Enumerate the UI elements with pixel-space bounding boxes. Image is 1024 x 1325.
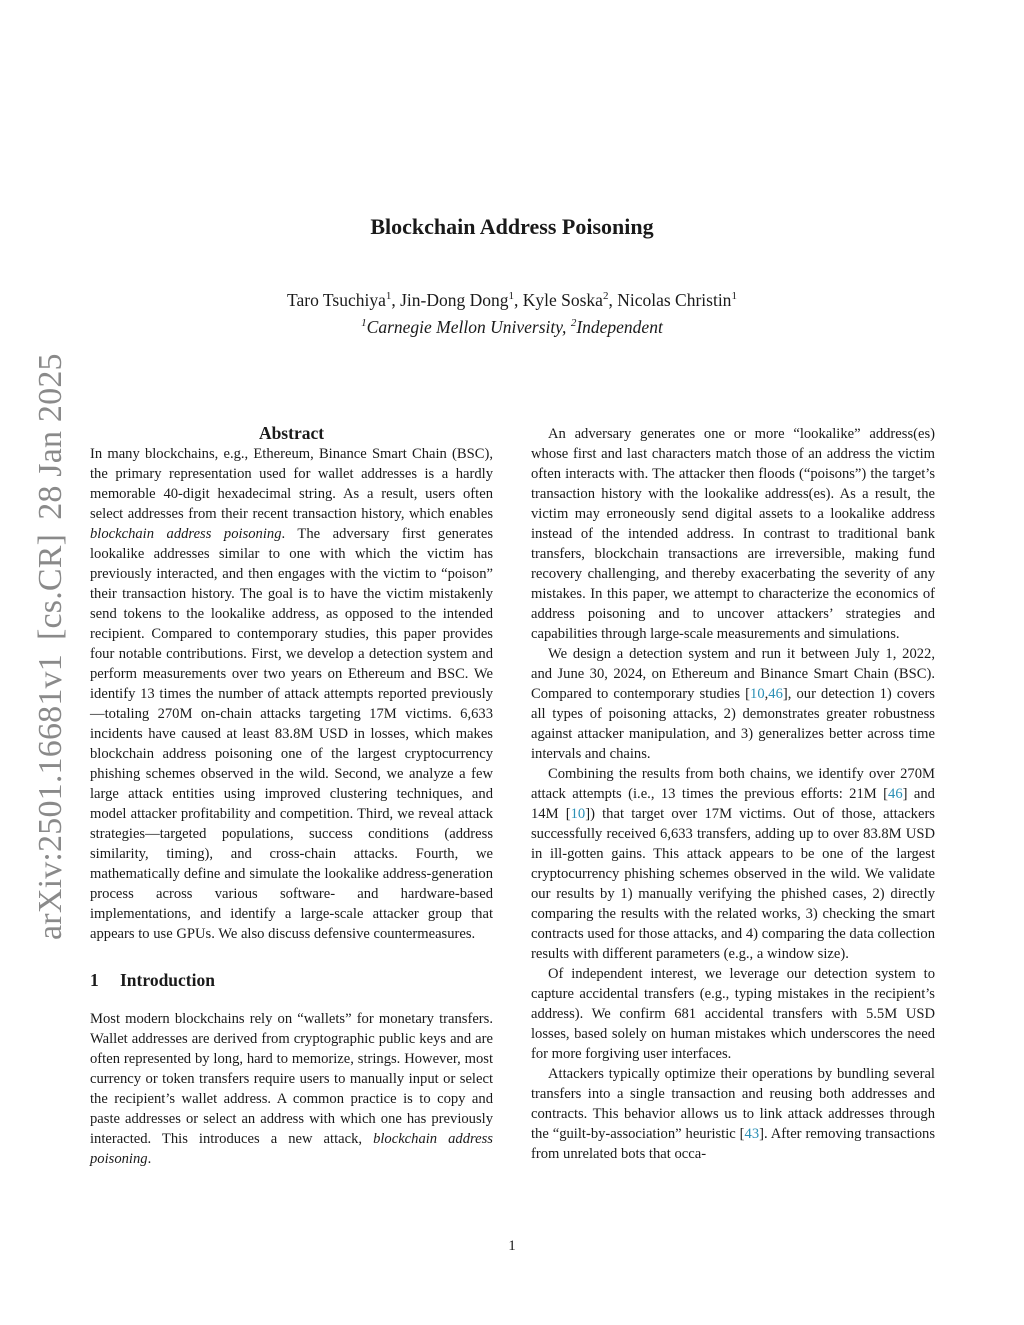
left-column: [90, 422, 493, 1169]
body-paragraph: Combining the results from both chains, we identify over 270M attack attempts (i.e., 13 times the previous efforts: 21M [46] and 14M [10]) that target over 17M victims. Out of those, attackers successfully received 6,633 transfers, adding up to over 83.8M USD in ill-gotten gains. This attack appears to be one of the largest cryptocurrency phishing schemes observed in the wild. We validate our results by 1) manually verifying the phished cases, 2) directly comparing the results with the related works, 3) checking the smart contracts used for those attacks, and 4) comparing the data collection results with different parameters (e.g., a window size).: [531, 766, 935, 962]
body-paragraph: We design a detection system and run it between July 1, 2022, and June 30, 2024, on Ethereum and Binance Smart Chain (BSC). Compared to contemporary studies [10,46], our detection 1) covers all types of poisoning attacks, 2) demonstrates greater robustness against attacker manipulation, and 3) generalizes better across time intervals and chains.: [531, 646, 935, 762]
abstract-heading: Abstract: [258, 423, 325, 443]
body-paragraph: An adversary generates one or more “lookalike” address(es) whose first and last characters match those of an address the victim often interacts with. The attacker then floods (“poisons”) the target’s transaction history with the lookalike address(es). As a result, the victim may erroneously send digital assets to a lookalike address instead of the intended address. In contrast to traditional bank transfers, blockchain transactions are irreversible, making fund recovery challenging, and thereby exacerbating the severity of any mistakes. In this paper, we attempt to characterize the economics of address poisoning and to uncover attackers’ strategies and capabilities through large-scale measurements and simulations.: [531, 426, 935, 642]
body-paragraph: Attackers typically optimize their operations by bundling several transfers into a single transaction and reusing both addresses and contracts. This behavior allows us to link attack addresses through the “guilt-by-association” heuristic [43]. After removing transactions from unrelated bots that occa-: [531, 1066, 935, 1162]
paper-title: Blockchain Address Poisoning: [370, 214, 654, 239]
author: Kyle Soska$^2$,: [522, 290, 618, 310]
citation-link[interactable]: 10: [570, 806, 586, 822]
section-heading: 1 Introduction: [90, 970, 215, 990]
arxiv-category: [cs.CR]: [32, 533, 69, 641]
arxiv-id: arXiv:2501.16681v1: [32, 654, 69, 940]
body-paragraph: Of independent interest, we leverage our detection system to capture accidental transfers (e.g., typing mistakes in the recipient’s address). We confirm 681 accidental transfers with 5.5M USD losses, based solely on human mistakes which underscores the need for more forgiving user interfaces.: [531, 966, 935, 1062]
author: Taro Tsuchiya$^1$,: [287, 290, 401, 310]
author-list: [0, 287, 1024, 314]
author: Nicolas Christin$^1$: [617, 290, 737, 310]
citation-link[interactable]: 46: [768, 686, 783, 702]
arxiv-identifier: [26, 353, 76, 940]
right-column: [531, 424, 935, 1164]
intro-paragraph: Most modern blockchains rely on “wallets” for monetary transfers. Wallet addresses are derived from cryptographic public keys and are often represented by long, hard to memorize, strings. However, most currency or token transfers require users to manually input or select the recipient’s wallet address. A common practice is to copy and paste addresses or select an address with which one has previously interacted. This introduces a new attack, blockchain address poisoning.: [90, 1011, 493, 1167]
citation-link[interactable]: 10: [750, 686, 765, 702]
arxiv-date: 28 Jan 2025: [32, 353, 69, 520]
citation-link[interactable]: 43: [744, 1126, 760, 1142]
abstract-body: In many blockchains, e.g., Ethereum, Binance Smart Chain (BSC), the primary representation used for wallet addresses is a hardly memorable 40-digit hexadecimal string. As a result, users often select addresses from their recent transaction history, which enables blockchain address poisoning. The adversary first generates lookalike addresses similar to one with which the victim has previously interacted, and then engages with the victim to “poison” their transaction history. The goal is to have the victim mistakenly send tokens to the lookalike address, as opposed to the intended recipient. Compared to contemporary studies, this paper provides four notable contributions. First, we develop a detection system and perform measurements over two years on Ethereum and BSC. We identify 13 times the number of attack attempts reported previously—totaling 270M on-chain attacks targeting 17M victims. 6,633 incidents have caused at least 83.8M USD in losses, which makes blockchain address poisoning one of the largest cryptocurrency phishing schemes observed in the wild. Second, we analyze a few large attack entities using improved clustering techniques, and model attacker profitability and competition. Third, we reveal attack strategies—targeted populations, success conditions (address similarity, timing), and cross-chain attacks. Fourth, we mathematically define and simulate the lookalike address-generation process across various software- and hardware-based implementations, and identify a large-scale attacker group that appears to use GPUs. We also discuss defensive countermeasures.: [90, 446, 493, 942]
page-number: 1: [508, 1238, 516, 1254]
author: Jin-Dong Dong$^1$,: [400, 290, 523, 310]
citation-link[interactable]: 46: [888, 786, 903, 802]
affiliations: $^1$Carnegie Mellon University, $^2$Independent: [361, 317, 663, 337]
author-block: [0, 287, 1024, 341]
